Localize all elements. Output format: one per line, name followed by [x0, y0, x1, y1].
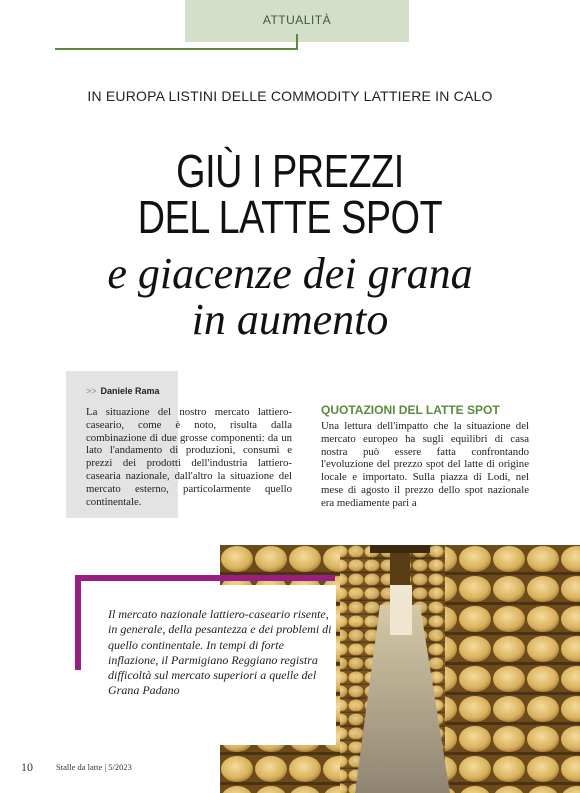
section-tab-label: ATTUALITÀ: [262, 13, 332, 27]
section-paragraph: Una lettura dell'impatto che la situazione del mercato europeo ha sugli equilibri di casa nostra può essere fatta confrontando l'evoluzione del prezzo spot del latte di origine locale e importato. Sulla piazza di Lodi, nel mese di agosto il prezzo dello spot nazionale era mediamente pari a: [321, 420, 529, 509]
kicker: IN EUROPA LISTINI DELLE COMMODITY LATTIERE IN CALO: [87, 88, 493, 104]
publication-name: Stalle da latte | 5/2023: [56, 762, 132, 772]
author-marker: >>: [86, 386, 97, 396]
headline-line-2: DEL LATTE SPOT: [137, 191, 443, 243]
page-number: 10: [21, 760, 33, 774]
pull-quote-text: Il mercato nazionale lattiero-caseario risente, in generale, della pesantezza e dei problemi di quello continentale. In tempi di forte inflazione, il Parmigiano Reggiano registra difficoltà sul mercato superiori a quelle del Grana Padano: [108, 607, 332, 698]
intro-paragraph: La situazione del nostro mercato lattiero-caseario, come è noto, risulta dalla combinazione di due grosse componenti: da un lato l'andamento di produzioni, consumi e prezzi dei prodotti dell'industria lattiero-casearia nazionale, dall'altro la situazione del mercato esterno, particolarmente quello continentale.: [86, 406, 292, 508]
header-rule-tick: [296, 34, 298, 50]
subheadline-line-2: in aumento: [191, 295, 389, 344]
subheadline-line-1: e giacenze dei grana: [107, 249, 473, 298]
section-heading: QUOTAZIONI DEL LATTE SPOT: [321, 403, 500, 417]
header-rule: [55, 48, 298, 50]
quote-accent-left: [75, 575, 81, 670]
author-name: Daniele Rama: [100, 386, 160, 396]
headline-line-1: GIÙ I PREZZI: [176, 145, 404, 197]
author-byline: [86, 386, 160, 396]
quote-accent-top: [75, 575, 335, 581]
